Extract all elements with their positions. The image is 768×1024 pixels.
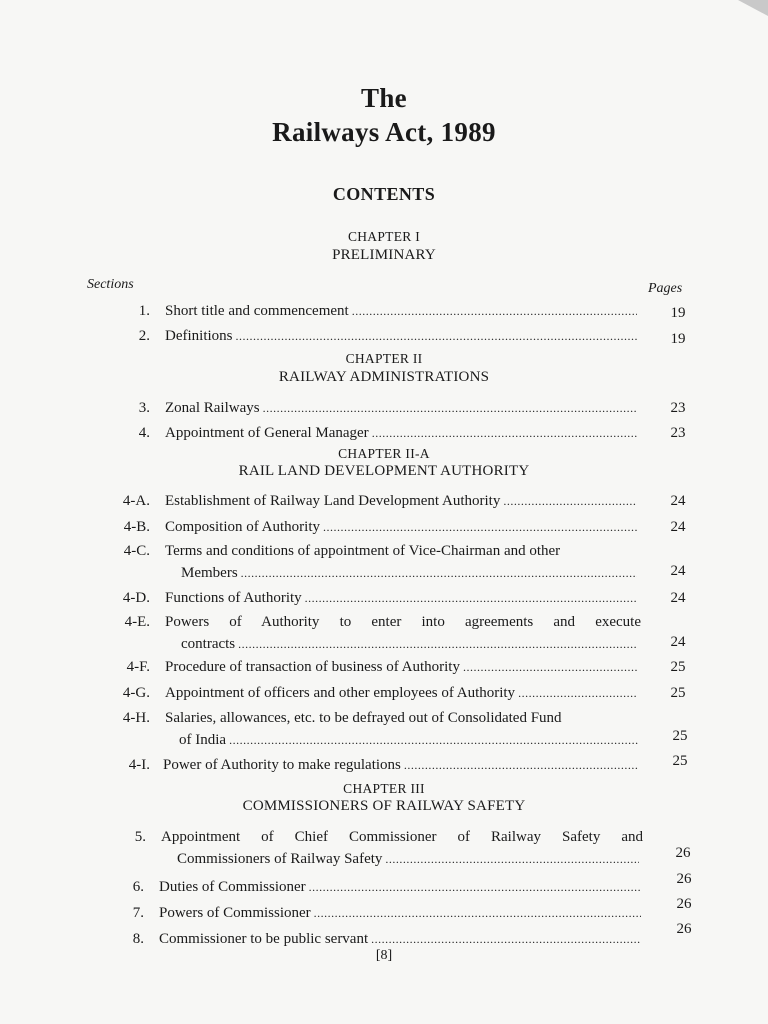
chapter-name: RAIL LAND DEVELOPMENT AUTHORITY (238, 463, 530, 479)
section-title: Terms and conditions of appointment of Vice-Chairman and other (165, 543, 561, 559)
section-title: Commissioner to be public servant ..... (159, 930, 641, 948)
section-number: 7. (132, 905, 144, 921)
section-title: Short title and commencement ..... (165, 302, 637, 320)
page-number: 24 (670, 563, 686, 579)
section-number: 4-I. (128, 757, 150, 773)
sections-label: Sections (87, 277, 134, 292)
page-number: 26 (676, 871, 692, 887)
chapter-name: COMMISSIONERS OF RAILWAY SAFETY (242, 798, 526, 814)
section-number: 4-A. (122, 493, 150, 509)
section-number: 1. (138, 303, 150, 319)
page-number: 24 (670, 590, 686, 606)
page-number: 25 (672, 728, 688, 744)
chapter-name: PRELIMINARY (332, 247, 436, 263)
page-number: 25 (670, 659, 686, 675)
section-number: 4-D. (122, 590, 150, 606)
section-title: Definitions ..... (165, 327, 637, 345)
section-title: Salaries, allowances, etc. to be defrayed out of Consolidated Fund (165, 710, 562, 726)
section-title: Duties of Commissioner ..... (159, 878, 641, 896)
chapter-label: CHAPTER III (343, 781, 425, 796)
page-number: 19 (670, 331, 686, 347)
chapter-label: CHAPTER II-A (338, 446, 430, 461)
section-number: 8. (132, 931, 144, 947)
section-number: 3. (138, 400, 150, 416)
section-number: 4-B. (123, 519, 150, 535)
section-number: 4-F. (126, 659, 150, 675)
section-title: Appointment of officers and other employees of Authority ..... (165, 684, 637, 702)
section-number: 6. (132, 879, 144, 895)
title-line-2: Railways Act, 1989 (272, 117, 496, 147)
section-number: 2. (138, 328, 150, 344)
page-number: 24 (670, 519, 686, 535)
page-number: 23 (670, 425, 686, 441)
page-number: 25 (672, 753, 688, 769)
pages-label: Pages (648, 281, 683, 296)
page-number: 24 (670, 634, 686, 650)
section-title-continued: Members ..... (181, 564, 637, 582)
section-number: 5. (134, 829, 146, 845)
section-number: 4-H. (122, 710, 150, 726)
section-title: Zonal Railways ..... (165, 399, 637, 417)
section-title: Powers of Authority to enter into agreements and execute (165, 614, 641, 630)
page-number: 23 (670, 400, 686, 416)
section-title: Procedure of transaction of business of Authority ..... (165, 658, 637, 676)
section-title: Appointment of General Manager ..... (165, 424, 637, 442)
chapter-label: CHAPTER I (347, 229, 421, 244)
chapter-label: CHAPTER II (345, 351, 423, 366)
chapter-name: RAILWAY ADMINISTRATIONS (278, 369, 490, 385)
section-number: 4. (138, 425, 150, 441)
page-number: 26 (676, 896, 692, 912)
page-corner (738, 0, 768, 16)
section-title: Power of Authority to make regulations ..... (163, 756, 639, 774)
section-title-continued: contracts ..... (181, 635, 637, 653)
section-title: Powers of Commissioner ..... (159, 904, 641, 922)
page-number: 26 (675, 845, 691, 861)
page-number: 26 (676, 921, 692, 937)
page-number: 25 (670, 685, 686, 701)
title-line-1: The (361, 83, 407, 113)
contents-heading: CONTENTS (332, 184, 436, 204)
page-footer-number: [8] (375, 948, 393, 963)
section-number: 4-C. (123, 543, 150, 559)
section-title: Appointment of Chief Commissioner of Railway Safety and (161, 829, 643, 845)
section-title: Functions of Authority ..... (165, 589, 637, 607)
section-title-continued: of India ..... (179, 731, 639, 749)
section-number: 4-G. (122, 685, 150, 701)
section-title-continued: Commissioners of Railway Safety ..... (177, 850, 639, 868)
page-number: 24 (670, 493, 686, 509)
section-number: 4-E. (124, 614, 150, 630)
page-number: 19 (670, 305, 686, 321)
section-title: Establishment of Railway Land Development Authority ..... (165, 492, 637, 510)
section-title: Composition of Authority ..... (165, 518, 637, 536)
